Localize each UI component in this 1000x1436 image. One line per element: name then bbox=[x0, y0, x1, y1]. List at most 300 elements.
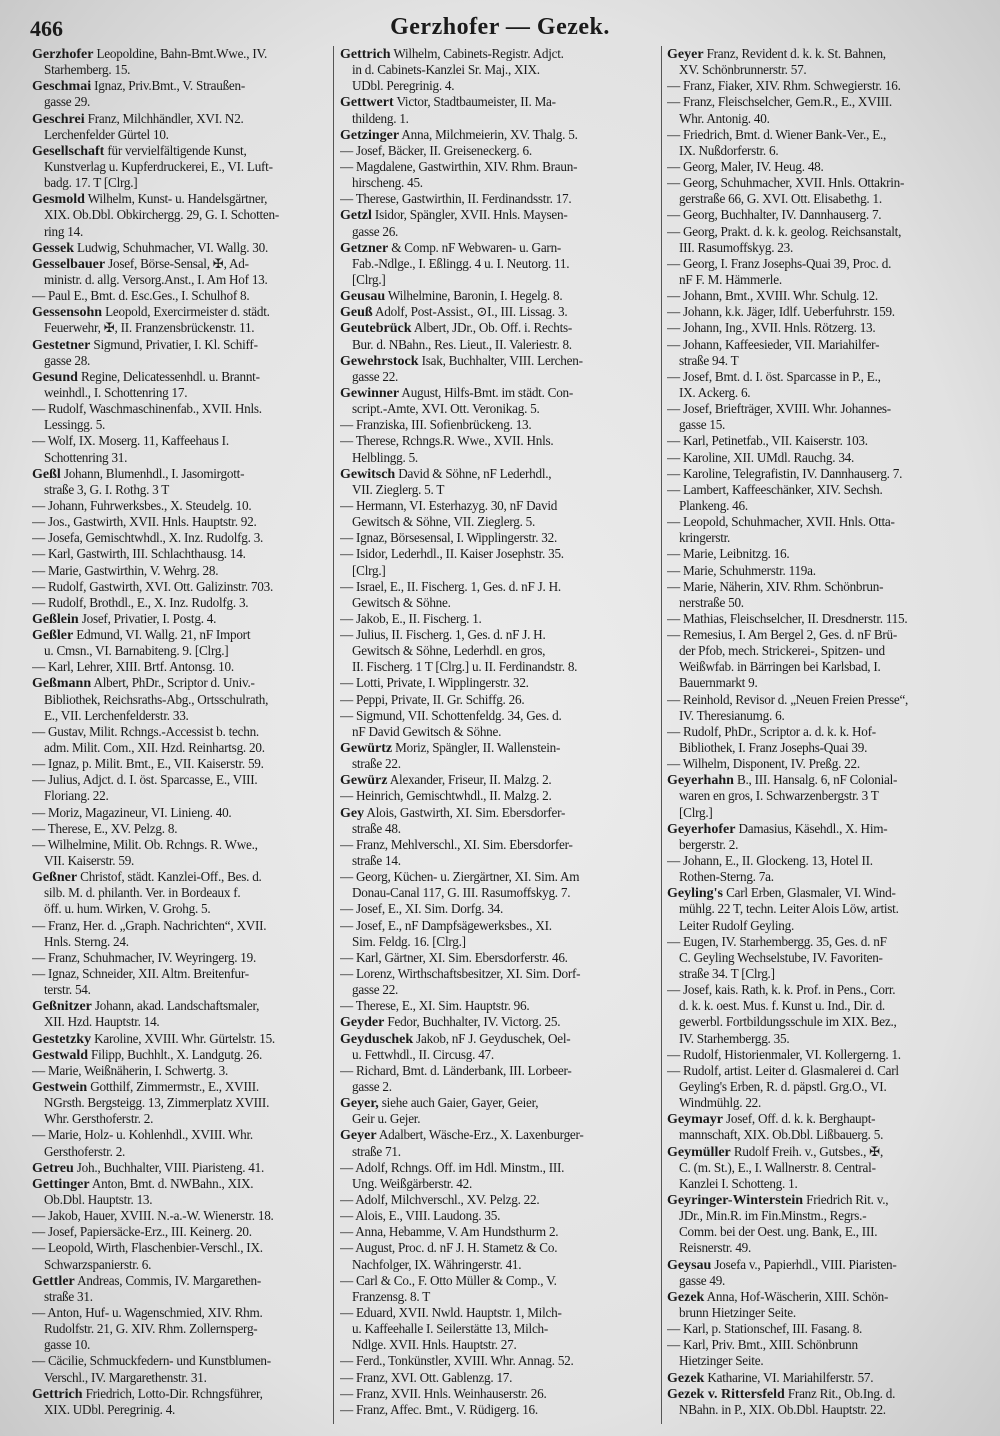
entry-text: gewerbl. Fortbildungsschule im XIX. Bez., bbox=[679, 1014, 897, 1030]
entry-text: nF David Gewitsch & Söhne. bbox=[352, 723, 502, 739]
directory-entry-line bbox=[340, 127, 662, 143]
entry-text: Sim. Feldg. 16. [Clrg.] bbox=[352, 933, 466, 949]
directory-entry-line bbox=[32, 1305, 354, 1321]
directory-entry-line bbox=[667, 224, 989, 240]
entry-text: — Georg, I. Franz Josephs-Quai 39, Proc. d. bbox=[667, 255, 892, 271]
directory-entry-line bbox=[667, 724, 989, 740]
directory-entry-line bbox=[667, 498, 989, 514]
entry-text: — Sigmund, VII. Schottenfeldg. 34, Ges. d. bbox=[340, 707, 562, 723]
entry-text: — Ignaz, Börsesensal, I. Wipplingerstr. 32. bbox=[340, 530, 558, 546]
entry-text: — Marie, Schuhmerstr. 119a. bbox=[667, 562, 816, 578]
entry-text: Johann, akad. Landschaftsmaler, bbox=[91, 998, 260, 1014]
directory-entry-line bbox=[340, 692, 662, 708]
entry-text: Karoline, XVIII. Whr. Gürtelstr. 15. bbox=[91, 1030, 275, 1046]
directory-entry-line bbox=[340, 1031, 662, 1047]
directory-entry-line bbox=[340, 950, 662, 966]
entry-text: weinhdl., I. Schottenring 17. bbox=[44, 384, 188, 400]
directory-entry-line bbox=[667, 466, 989, 482]
entry-text: — Therese, E., XI. Sim. Hauptstr. 96. bbox=[340, 998, 530, 1014]
entry-text: XV. Schönbrunnerstr. 57. bbox=[679, 62, 807, 78]
entry-text: — Johann, k.k. Jäger, Idlf. Ueberfuhrstr. 159. bbox=[667, 304, 895, 320]
directory-entry-line bbox=[32, 320, 354, 336]
entry-text: Wilhelm, Kunst- u. Handelsgärtner, bbox=[84, 191, 268, 207]
directory-entry-line bbox=[340, 207, 662, 223]
directory-entry-line bbox=[340, 1192, 662, 1208]
entry-text: — Franz, Her. d. „Graph. Nachrichten“, XVII. bbox=[32, 917, 267, 933]
entry-text: — Franz, Schuhmacher, IV. Weyringerg. 19. bbox=[32, 949, 257, 965]
entry-text: Plankeng. 46. bbox=[679, 497, 748, 513]
entry-text: gasse 10. bbox=[44, 1337, 91, 1353]
directory-entry-line bbox=[340, 675, 662, 691]
entry-text: — Julius, Adjct. d. I. öst. Sparcasse, E., VIII. bbox=[32, 772, 258, 788]
directory-entry-line bbox=[340, 708, 662, 724]
entry-text: d. k. k. oest. Mus. f. Kunst u. Ind., Dir. d. bbox=[679, 998, 885, 1014]
directory-entry-line bbox=[667, 240, 989, 256]
entry-text: David & Söhne, nF Lederhdl., bbox=[395, 465, 552, 481]
entry-text: — Remesius, I. Am Bergel 2, Ges. d. nF Brü- bbox=[667, 627, 898, 643]
entry-text: Adalbert, Wäsche-Erz., X. Laxenburger- bbox=[376, 1127, 584, 1143]
directory-entry-line bbox=[32, 385, 354, 401]
entry-text: Hietzinger Seite. bbox=[679, 1353, 764, 1369]
entry-text: u. Cmsn., VI. Barnabiteng. 9. [Clrg.] bbox=[44, 643, 229, 659]
directory-entry-line bbox=[32, 1240, 354, 1256]
entry-text: Franz, Milchhändler, XVI. N2. bbox=[84, 110, 244, 126]
directory-entry-line bbox=[667, 94, 989, 110]
entry-text: — Marie, Holz- u. Kohlenhdl., XVIII. Whr. bbox=[32, 1127, 253, 1143]
entry-text: gasse 26. bbox=[352, 223, 399, 239]
directory-entry-line bbox=[667, 1111, 989, 1127]
entry-text: Jakob, nF J. Geyduschek, Oel- bbox=[413, 1030, 571, 1046]
directory-entry-line bbox=[667, 675, 989, 691]
directory-entry-line bbox=[340, 595, 662, 611]
entry-text: — Josef, Bmt. d. I. öst. Sparcasse in P., E., bbox=[667, 368, 881, 384]
entry-text: Windmühlg. 22. bbox=[679, 1095, 762, 1111]
directory-entry-line bbox=[667, 1353, 989, 1369]
entry-text: — Ignaz, Schneider, XII. Altm. Breitenfur- bbox=[32, 966, 249, 982]
entry-surname: Geßlein bbox=[32, 611, 79, 627]
entry-surname: Gessensohn bbox=[32, 305, 103, 321]
entry-text: Josefa v., Papierhdl., VIII. Piaristen- bbox=[711, 1256, 897, 1272]
entry-text: Rothen-Sterng. 7a. bbox=[679, 869, 774, 885]
directory-entry-line bbox=[340, 1257, 662, 1273]
entry-surname: Geymayr bbox=[667, 1112, 723, 1128]
directory-entry-line bbox=[667, 337, 989, 353]
entry-surname: Gesmold bbox=[32, 192, 85, 208]
entry-surname: Geschmai bbox=[32, 79, 92, 95]
entry-text: — Jakob, E., II. Fischerg. 1. bbox=[340, 610, 482, 626]
entry-text: — Johann, Fuhrwerksbes., X. Steudelg. 10. bbox=[32, 497, 252, 513]
entry-text: ring 14. bbox=[44, 223, 84, 239]
entry-text: script.-Amte, XVI. Ott. Veronikag. 5. bbox=[352, 401, 540, 417]
directory-entry-line bbox=[32, 659, 354, 675]
entry-text: straße 48. bbox=[352, 820, 401, 836]
directory-entry-line bbox=[32, 546, 354, 562]
entry-text: Starhemberg. 15. bbox=[44, 62, 131, 78]
directory-entry-line bbox=[32, 417, 354, 433]
entry-surname: Gessek bbox=[32, 240, 74, 256]
entry-text: Josef, Off. d. k. k. Berghaupt- bbox=[722, 1111, 876, 1127]
entry-text: B., III. Hansalg. 6, nF Colonial- bbox=[733, 772, 898, 788]
directory-entry-line bbox=[32, 127, 354, 143]
directory-entry-line bbox=[340, 1402, 662, 1418]
entry-text: mannschaft, XIX. Ob.Dbl. Lißbauerg. 5. bbox=[679, 1127, 884, 1143]
directory-entry-line bbox=[340, 1014, 662, 1030]
directory-entry-line bbox=[32, 1386, 354, 1402]
entry-text: gasse 49. bbox=[679, 1272, 726, 1288]
directory-entry-line bbox=[667, 788, 989, 804]
entry-text: waren en gros, I. Schwarzenbergstr. 3 T bbox=[679, 788, 879, 804]
directory-entry-line bbox=[667, 191, 989, 207]
directory-entry-line bbox=[667, 1127, 989, 1143]
directory-entry-line bbox=[667, 740, 989, 756]
directory-entry-line bbox=[32, 1047, 354, 1063]
directory-entry-line bbox=[340, 1208, 662, 1224]
entry-text: — Friedrich, Bmt. d. Wiener Bank-Ver., E., bbox=[667, 126, 887, 142]
directory-entry-line bbox=[32, 1014, 354, 1030]
directory-entry-line bbox=[667, 1144, 989, 1160]
directory-entry-line bbox=[667, 369, 989, 385]
directory-entry-line bbox=[32, 1176, 354, 1192]
entry-text: Floriang. 22. bbox=[44, 788, 109, 804]
entry-text: — Josef, Bäcker, II. Greiseneckerg. 6. bbox=[340, 142, 532, 158]
entry-text: Damasius, Käsehdl., X. Him- bbox=[735, 820, 888, 836]
entry-text: — Karl, Lehrer, XIII. Brtf. Antonsg. 10. bbox=[32, 659, 234, 675]
entry-surname: Gezek bbox=[667, 1370, 705, 1386]
entry-text: Schottenring 31. bbox=[44, 449, 128, 465]
directory-entry-line bbox=[340, 1289, 662, 1305]
entry-surname: Geyringer-Winterstein bbox=[667, 1192, 804, 1208]
entry-text: Kunstverlag u. Kupferdruckerei, E., VI. Luft- bbox=[44, 158, 273, 174]
entry-text: — Lambert, Kaffeeschänker, XIV. Sechsh. bbox=[667, 481, 883, 497]
entry-text: terstr. 54. bbox=[44, 982, 91, 998]
directory-entry-line bbox=[667, 563, 989, 579]
entry-text: — Johann, Bmt., XVIII. Whr. Schulg. 12. bbox=[667, 288, 878, 304]
directory-entry-line bbox=[32, 724, 354, 740]
entry-text: badg. 17. T [Clrg.] bbox=[44, 175, 138, 191]
entry-surname: Gesellschaft bbox=[32, 143, 105, 159]
entry-text: — Karl, p. Stationschef, III. Fasang. 8. bbox=[667, 1321, 863, 1337]
directory-entry-line bbox=[667, 1063, 989, 1079]
entry-text: — Wilhelm, Disponent, IV. Preßg. 22. bbox=[667, 756, 860, 772]
entry-text: — Josef, E., nF Dampfsägewerksbes., XI. bbox=[340, 917, 552, 933]
entry-text: — Georg, Schuhmacher, XVII. Hnls. Ottakrin- bbox=[667, 175, 905, 191]
directory-entry-line bbox=[340, 1321, 662, 1337]
directory-entry-line bbox=[340, 191, 662, 207]
directory-entry-line bbox=[340, 530, 662, 546]
entry-text: gasse 22. bbox=[352, 368, 399, 384]
directory-entry-line bbox=[32, 240, 354, 256]
directory-entry-line bbox=[32, 353, 354, 369]
entry-surname: Gettrich bbox=[340, 47, 391, 62]
directory-entry-line bbox=[340, 643, 662, 659]
directory-entry-line bbox=[340, 353, 662, 369]
entry-text: Albert, PhDr., Scriptor d. Univ.- bbox=[91, 675, 255, 691]
entry-text: Carl Erben, Glasmaler, VI. Wind- bbox=[723, 885, 896, 901]
directory-entry-line bbox=[32, 159, 354, 175]
directory-entry-line bbox=[667, 127, 989, 143]
directory-entry-line bbox=[667, 1370, 989, 1386]
entry-text: gasse 29. bbox=[44, 94, 91, 110]
directory-entry-line bbox=[32, 1063, 354, 1079]
directory-entry-line bbox=[667, 1047, 989, 1063]
entry-text: straße 22. bbox=[352, 756, 401, 772]
directory-entry-line bbox=[32, 1160, 354, 1176]
entry-text: — Therese, E., XV. Pelzg. 8. bbox=[32, 820, 178, 836]
directory-entry-line bbox=[667, 433, 989, 449]
entry-text: E., VII. Lerchenfelderstr. 33. bbox=[44, 707, 189, 723]
entry-text: XIX. Ob.Dbl. Obkirchergg. 29, G. I. Schotten- bbox=[44, 207, 279, 223]
directory-entry-line bbox=[667, 805, 989, 821]
directory-entry-line bbox=[667, 966, 989, 982]
entry-text: — Franz, Mehlverschl., XI. Sim. Ebersdorfer- bbox=[340, 836, 573, 852]
entry-surname: Gewitsch bbox=[340, 466, 396, 482]
entry-text: Anna, Milchmeierin, XV. Thalg. 5. bbox=[399, 126, 578, 142]
entry-text: — Adolf, Milchverschl., XV. Pelzg. 22. bbox=[340, 1191, 540, 1207]
entry-text: nF F. M. Hämmerle. bbox=[679, 271, 782, 287]
entry-text: — August, Proc. d. nF J. H. Stametz & Co. bbox=[340, 1240, 558, 1256]
entry-text: — Marie, Gastwirthin, V. Wehrg. 28. bbox=[32, 562, 219, 578]
entry-surname: Gestwein bbox=[32, 1080, 88, 1095]
entry-text: — Josef, E., XI. Sim. Dorfg. 34. bbox=[340, 901, 504, 917]
entry-surname: Geßnitzer bbox=[32, 999, 92, 1015]
entry-text: — Marie, Weißnäherin, I. Schwertg. 3. bbox=[32, 1062, 228, 1078]
directory-entry-line bbox=[667, 450, 989, 466]
entry-text: — Therese, Gastwirthin, II. Ferdinandsstr. 17. bbox=[340, 191, 572, 207]
entry-text: straße 34. T [Clrg.] bbox=[679, 966, 775, 982]
directory-entry-line bbox=[32, 853, 354, 869]
entry-text: — Ferd., Tonkünstler, XVIII. Whr. Annag. 52. bbox=[340, 1353, 574, 1369]
entry-text: — Adolf, Rchngs. Off. im Hdl. Minstm., III. bbox=[340, 1159, 565, 1175]
entry-text: — Rudolf, Gastwirth, XVI. Ott. Galizinstr. 703. bbox=[32, 578, 273, 594]
directory-entry-line bbox=[32, 1353, 354, 1369]
directory-entry-line bbox=[340, 1111, 662, 1127]
entry-text: — Karl, Petinetfab., VII. Kaiserstr. 103. bbox=[667, 433, 868, 449]
entry-text: Alexander, Friseur, II. Malzg. 2. bbox=[387, 772, 552, 788]
directory-entry-line bbox=[340, 659, 662, 675]
directory-entry-line bbox=[340, 1386, 662, 1402]
directory-entry-line bbox=[667, 304, 989, 320]
entry-text: Friedrich, Lotto-Dir. Rchngsführer, bbox=[82, 1385, 263, 1401]
entry-text: gasse 22. bbox=[352, 982, 399, 998]
entry-text: Franzensg. 8. T bbox=[352, 1288, 431, 1304]
directory-entry-line bbox=[667, 143, 989, 159]
directory-entry-line bbox=[340, 337, 662, 353]
entry-text: kringerstr. bbox=[679, 530, 731, 546]
directory-entry-line bbox=[32, 62, 354, 78]
entry-text: VII. Kaiserstr. 59. bbox=[44, 853, 135, 869]
directory-entry-line bbox=[667, 417, 989, 433]
directory-entry-line bbox=[32, 772, 354, 788]
entry-text: Filipp, Buchhlt., X. Landgutg. 26. bbox=[88, 1046, 263, 1062]
directory-entry-line bbox=[32, 1337, 354, 1353]
entry-text: ministr. d. allg. Versorg.Anst., I. Am Hof 13. bbox=[44, 271, 268, 287]
entry-text: der Pfob, mech. Strickerei-, Spitzen- und bbox=[679, 643, 885, 659]
entry-text: Wilhelmine, Baronin, I. Hegelg. 8. bbox=[385, 288, 563, 304]
directory-entry-line bbox=[340, 514, 662, 530]
entry-text: [Clrg.] bbox=[679, 804, 713, 820]
directory-entry-line bbox=[32, 675, 354, 691]
directory-entry-line bbox=[32, 498, 354, 514]
directory-entry-line bbox=[32, 1079, 354, 1095]
directory-entry-line bbox=[340, 288, 662, 304]
entry-text: Friedrich Rit. v., bbox=[803, 1191, 889, 1207]
entry-surname: Geysau bbox=[667, 1257, 712, 1273]
directory-entry-line bbox=[340, 611, 662, 627]
entry-text: — Julius, II. Fischerg. 1, Ges. d. nF J. H. bbox=[340, 627, 546, 643]
entry-text: straße 14. bbox=[352, 853, 401, 869]
entry-surname: Geyerhofer bbox=[667, 821, 736, 837]
entry-surname: Gestwald bbox=[32, 1047, 88, 1063]
entry-text: Gotthilf, Zimmermstr., E., XVIII. bbox=[87, 1079, 259, 1094]
directory-entry-line bbox=[667, 1321, 989, 1337]
directory-entry-line bbox=[667, 1257, 989, 1273]
entry-text: Gewitsch & Söhne, VII. Zieglerg. 5. bbox=[352, 514, 536, 530]
directory-entry-line bbox=[667, 950, 989, 966]
entry-text: — Georg, Maler, IV. Heug. 48. bbox=[667, 158, 824, 174]
directory-entry-line bbox=[340, 579, 662, 595]
entry-text: — Georg, Buchhalter, IV. Dannhauserg. 7. bbox=[667, 207, 882, 223]
entry-surname: Geyduschek bbox=[340, 1031, 414, 1047]
directory-entry-line bbox=[667, 62, 989, 78]
directory-entry-line bbox=[32, 643, 354, 659]
entry-text: Fedor, Buchhalter, IV. Victorg. 25. bbox=[384, 1014, 561, 1030]
entry-surname: Geßner bbox=[32, 870, 78, 886]
directory-entry-line bbox=[667, 821, 989, 837]
page-header bbox=[0, 14, 1000, 44]
entry-text: — Leopold, Wirth, Flaschenbier-Verschl., IX. bbox=[32, 1240, 263, 1256]
column-1 bbox=[32, 46, 354, 1418]
entry-text: — Josef, kais. Rath, k. k. Prof. in Pens., Corr. bbox=[667, 982, 896, 998]
entry-text: — Johann, Ing., XVII. Hnls. Rötzerg. 13. bbox=[667, 320, 876, 336]
directory-entry-line bbox=[340, 466, 662, 482]
entry-text: Gewitsch & Söhne, Lederhdl. en gros, bbox=[352, 643, 546, 659]
entry-text: Gewitsch & Söhne. bbox=[352, 594, 451, 610]
directory-entry-line bbox=[667, 627, 989, 643]
entry-text: JDr., Min.R. im Fin.Minstm., Regrs.- bbox=[679, 1208, 867, 1224]
entry-text: — Josef, Papiersäcke-Erz., III. Keinerg. 20. bbox=[32, 1224, 252, 1240]
directory-entry-line bbox=[32, 788, 354, 804]
entry-text: — Karoline, XII. UMdl. Rauchg. 34. bbox=[667, 449, 855, 465]
directory-entry-line bbox=[667, 611, 989, 627]
entry-text: NGrsth. Bergsteigg. 13, Zimmerplatz XVIII. bbox=[44, 1095, 270, 1111]
directory-entry-line bbox=[667, 708, 989, 724]
entry-text: Josef, Privatier, I. Postg. 4. bbox=[78, 610, 217, 626]
directory-entry-line bbox=[340, 1337, 662, 1353]
column-2 bbox=[340, 46, 662, 1418]
entry-text: Whr. Gersthoferstr. 2. bbox=[44, 1111, 154, 1127]
entry-text: — Georg, Küchen- u. Ziergärtner, XI. Sim. Am bbox=[340, 869, 580, 885]
entry-surname: Geyer bbox=[340, 1128, 377, 1144]
entry-text: u. Kaffeehalle I. Seilerstätte 13, Milch- bbox=[352, 1321, 549, 1337]
entry-text: Ndlge. XVII. Hnls. Hauptstr. 27. bbox=[352, 1337, 517, 1353]
entry-text: Anton, Bmt. d. NWBahn., XIX. bbox=[89, 1175, 254, 1191]
directory-entry-line bbox=[32, 982, 354, 998]
directory-entry-line bbox=[32, 966, 354, 982]
entry-surname: Gezek bbox=[667, 1289, 705, 1305]
entry-surname: Getzl bbox=[340, 208, 372, 224]
directory-entry-line bbox=[667, 482, 989, 498]
entry-text: Nachfolger, IX. Währingerstr. 41. bbox=[352, 1256, 522, 1272]
directory-entry-line bbox=[667, 934, 989, 950]
entry-surname: Gewehrstock bbox=[340, 353, 419, 369]
entry-text: — Franz, Fiaker, XIV. Rhm. Schwegierstr. 16. bbox=[667, 78, 901, 94]
directory-entry-line bbox=[667, 1273, 989, 1289]
directory-entry-line bbox=[667, 111, 989, 127]
entry-surname: Gesund bbox=[32, 369, 78, 385]
entry-text: Geir u. Gejer. bbox=[352, 1111, 421, 1127]
directory-entry-line bbox=[340, 853, 662, 869]
directory-entry-line bbox=[340, 433, 662, 449]
entry-text: — Moriz, Magazineur, VI. Linieng. 40. bbox=[32, 804, 232, 820]
directory-entry-line bbox=[340, 369, 662, 385]
entry-text: — Rudolf, Brothdl., E., X. Inz. Rudolfg. 3. bbox=[32, 594, 249, 610]
directory-entry-line bbox=[667, 401, 989, 417]
directory-entry-line bbox=[32, 466, 354, 482]
directory-entry-line bbox=[32, 1370, 354, 1386]
directory-entry-line bbox=[340, 740, 662, 756]
entry-text: Ignaz, Priv.Bmt., V. Straußen- bbox=[91, 78, 246, 94]
entry-surname: Getreu bbox=[32, 1160, 74, 1176]
directory-entry-line bbox=[32, 563, 354, 579]
directory-entry-line bbox=[32, 1321, 354, 1337]
entry-surname: Gettrich bbox=[32, 1386, 83, 1402]
entry-text: Isidor, Spängler, XVII. Hnls. Maysen- bbox=[371, 207, 568, 223]
entry-text: — Rudolf, Waschmaschinenfab., XVII. Hnls. bbox=[32, 401, 262, 417]
entry-text: — Johann, E., II. Glockeng. 13, Hotel II. bbox=[667, 853, 873, 869]
directory-entry-line bbox=[32, 1224, 354, 1240]
directory-entry-line bbox=[667, 1289, 989, 1305]
entry-text: Geyling's Erben, R. d. päpstl. Grg.O., VI. bbox=[679, 1079, 887, 1094]
entry-text: — Mathias, Fleischselcher, II. Dresdnerstr. 115. bbox=[667, 610, 908, 626]
directory-entry-line bbox=[340, 401, 662, 417]
directory-entry-line bbox=[667, 1031, 989, 1047]
entry-text: siehe auch Gaier, Gayer, Geier, bbox=[378, 1095, 539, 1111]
entry-text: Bibliothek, Reichsraths-Abg., Ortsschulrath, bbox=[44, 691, 269, 707]
directory-entry-line bbox=[667, 837, 989, 853]
directory-entry-line bbox=[340, 111, 662, 127]
entry-text: III. Rasumoffskyg. 23. bbox=[679, 239, 794, 255]
directory-entry-line bbox=[667, 1337, 989, 1353]
entry-text: Albert, JDr., Ob. Off. i. Rechts- bbox=[411, 320, 573, 336]
directory-entry-line bbox=[32, 821, 354, 837]
entry-surname: Getzner bbox=[340, 240, 389, 256]
entry-text: — Hermann, VI. Esterhazyg. 30, nF David bbox=[340, 497, 558, 513]
entry-surname: Geymüller bbox=[667, 1144, 731, 1160]
directory-entry-line bbox=[340, 417, 662, 433]
entry-text: VII. Zieglerg. 5. T bbox=[352, 481, 445, 497]
entry-text: Moriz, Spängler, II. Wallenstein- bbox=[392, 740, 561, 756]
directory-entry-line bbox=[32, 595, 354, 611]
entry-surname: Geßl bbox=[32, 466, 61, 482]
entry-text: — Karoline, Telegrafistin, IV. Dannhauserg. 7. bbox=[667, 465, 903, 481]
entry-text: Ung. Weißgärberstr. 42. bbox=[352, 1175, 473, 1191]
entry-text: — Gustav, Milit. Rchngs.-Accessist b. techn. bbox=[32, 723, 259, 739]
entry-text: Bur. d. NBahn., Res. Lieut., II. Valeriestr. 8. bbox=[352, 336, 572, 352]
entry-text: Whr. Antonig. 40. bbox=[679, 110, 770, 126]
directory-entry-line bbox=[32, 934, 354, 950]
directory-entry-line bbox=[340, 320, 662, 336]
page-title: Gerzhofer — Gezek. bbox=[390, 14, 610, 40]
entry-surname: Geyder bbox=[340, 1015, 385, 1031]
directory-entry-line bbox=[32, 901, 354, 917]
entry-text: Isak, Buchhalter, VIII. Lerchen- bbox=[418, 352, 583, 368]
directory-entry-line bbox=[340, 62, 662, 78]
directory-entry-line bbox=[667, 982, 989, 998]
entry-text: — Johann, Kaffeesieder, VII. Mariahilfer- bbox=[667, 336, 880, 352]
directory-entry-line bbox=[340, 143, 662, 159]
directory-entry-line bbox=[667, 579, 989, 595]
directory-entry-line bbox=[667, 1079, 989, 1095]
